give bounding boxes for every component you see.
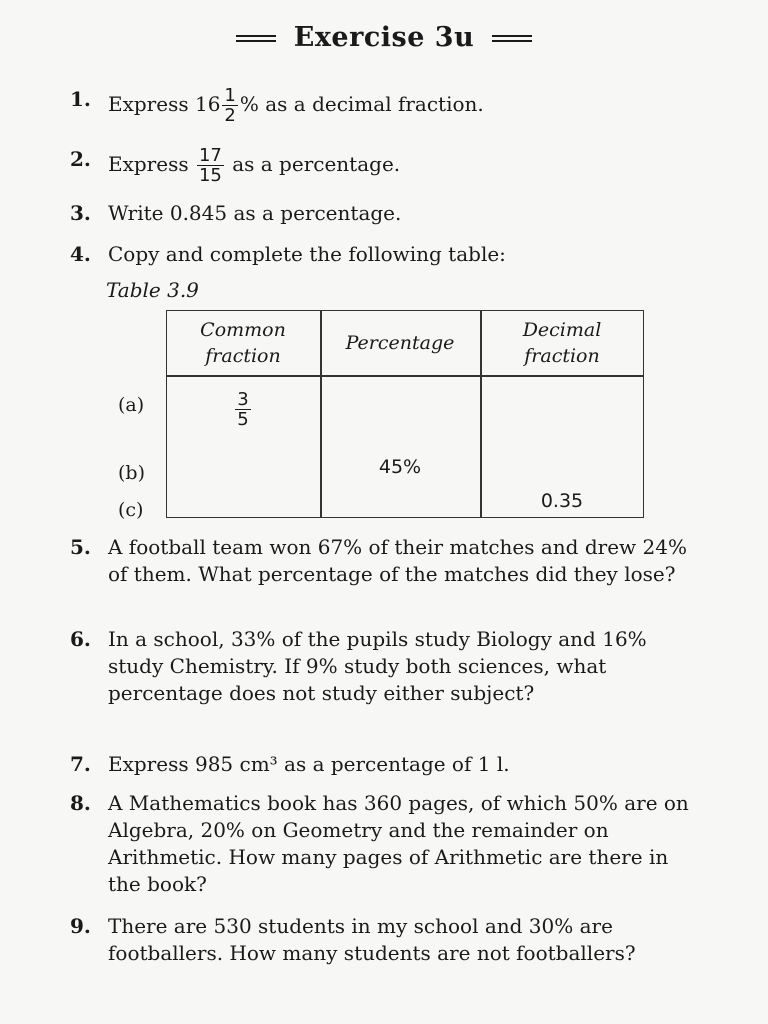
question-text: Copy and complete the following table: [108, 242, 506, 266]
conversion-table [166, 310, 644, 518]
fraction-seventeen-fifteenths [197, 146, 224, 185]
header-label: Decimal fraction [522, 319, 602, 367]
header-common-fraction [166, 310, 320, 376]
question-4 [70, 241, 698, 268]
question-text: Express 985 cm³ as a percentage of 1 l. [108, 752, 510, 776]
title-left-decoration [236, 33, 276, 43]
question-number: 3. [70, 201, 91, 225]
row-label-b: (b) [118, 462, 145, 484]
question-number: 9. [70, 914, 91, 938]
question-text-after: % as a decimal fraction. [239, 92, 484, 116]
fraction-numerator: 3 [237, 389, 249, 410]
question-8 [70, 790, 698, 898]
question-text-before: Express [108, 152, 195, 176]
question-number: 4. [70, 242, 91, 266]
cell-b-percentage: 45% [378, 456, 422, 478]
question-text-after: as a percentage. [225, 152, 401, 176]
header-label: Percentage [345, 332, 455, 354]
question-number: 1. [70, 87, 91, 111]
fraction-one-half [222, 86, 237, 125]
question-5 [70, 534, 698, 588]
page-title: Exercise 3u [293, 22, 475, 53]
row-label-a: (a) [118, 394, 145, 416]
question-6 [70, 626, 698, 707]
fraction-numerator: 1 [224, 85, 236, 106]
table-caption: Table 3.9 [106, 278, 199, 302]
fraction-denominator: 5 [237, 409, 249, 430]
question-text: A football team won 67% of their matches and drew 24% of them. What percentage of the matches did they lose? [108, 535, 687, 586]
fraction-numerator: 17 [198, 145, 222, 166]
cell-a-common-fraction [166, 390, 320, 429]
question-text: A Mathematics book has 360 pages, of which 50% are on Algebra, 20% on Geometry and the remainder on Arithmetic. How many pages of Arithmetic are there in the book? [108, 791, 689, 896]
question-number: 7. [70, 752, 91, 776]
title-row [0, 22, 768, 53]
question-number: 8. [70, 791, 91, 815]
cell-c-decimal: 0.35 [540, 490, 584, 512]
question-7 [70, 751, 698, 778]
question-number: 6. [70, 627, 91, 651]
question-text: Write 0.845 as a percentage. [108, 201, 402, 225]
question-9 [70, 913, 698, 967]
question-2 [70, 146, 698, 185]
question-3 [70, 200, 698, 227]
header-percentage [320, 310, 480, 376]
question-number: 5. [70, 535, 91, 559]
question-1 [70, 86, 698, 125]
question-text: There are 530 students in my school and 30% are footballers. How many students are not footballers? [108, 914, 636, 965]
header-label: Common fraction [200, 319, 286, 367]
question-number: 2. [70, 147, 91, 171]
fraction-three-fifths [235, 390, 250, 429]
fraction-denominator: 2 [224, 105, 236, 126]
question-text-before: Express 16 [108, 92, 221, 116]
question-text: In a school, 33% of the pupils study Biology and 16% study Chemistry. If 9% study both sciences, what percentage does not study either subject? [108, 627, 647, 705]
header-decimal-fraction [480, 310, 644, 376]
row-label-c: (c) [118, 499, 144, 521]
fraction-denominator: 15 [198, 165, 222, 186]
title-right-decoration [492, 33, 532, 43]
